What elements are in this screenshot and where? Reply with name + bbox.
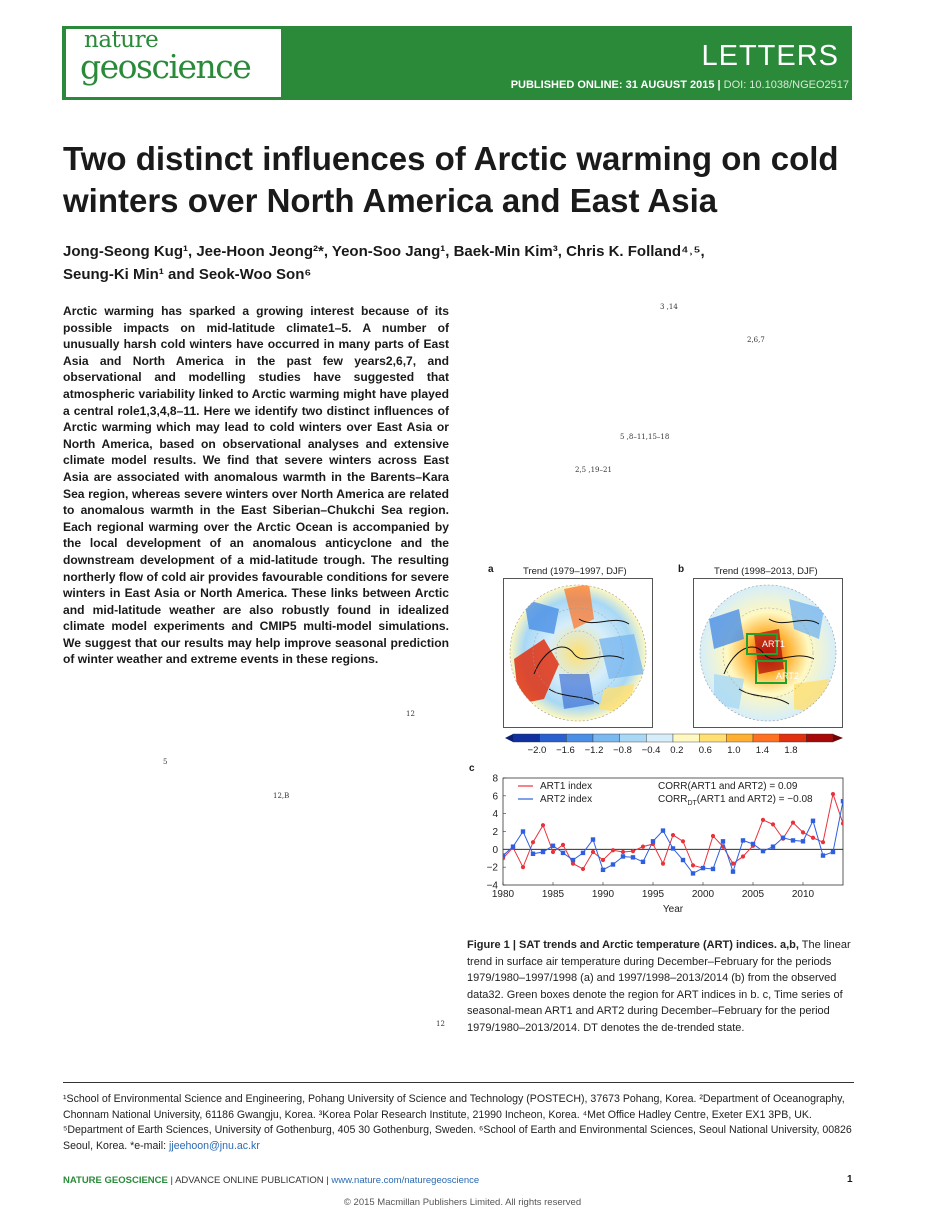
x-tick-label: 1995 xyxy=(641,889,665,900)
art2-point xyxy=(601,868,605,872)
citation-mark: 12,B xyxy=(273,792,290,800)
colorbar-segment xyxy=(673,734,700,742)
colorbar-segment xyxy=(753,734,780,742)
panel-a-title: Trend (1979–1997, DJF) xyxy=(523,566,627,577)
page-footer xyxy=(63,1175,479,1186)
art2-point xyxy=(631,855,635,859)
y-tick-label: 4 xyxy=(492,809,498,821)
colorbar-segment xyxy=(700,734,727,742)
footer-url-link[interactable]: www.nature.com/naturegeoscience xyxy=(331,1175,480,1186)
citation-mark: 12 xyxy=(406,710,415,718)
art1-point xyxy=(671,833,675,837)
colorbar-tick-label: −1.2 xyxy=(584,745,604,756)
abstract: Arctic warming has sparked a growing interest because of its possible impacts on mid-latitude climate1–5. A number of unusually harsh cold winters have occurred in many parts of East Asia and North America in the past few years2,6,7, and observational and modelling studies have suggested that atmospheric variability linked to Arctic warming might have played a central role1,3,4,8–11. Here we identify two distinct influences of Arctic warming which may lead to cold winters over East Asia or North America, based on observational analyses and extensive climate model results. We find that severe winters across East Asia are associated with anomalous warmth in the Barents–Kara Sea region, whereas severe winters over North America are related to anomalous warmth in the East Siberian–Chukchi Sea region. Each regional warming over the Arctic Ocean is accompanied by the local development of an anomalous anticyclone and the downstream development of a mid-latitude trough. The resulting northerly flow of cold air provides favourable conditions for severe winters in East Asia or North America. These links between Arctic and mid-latitude weather are also robustly found in idealized climate model experiments and CMIP5 multi-model simulations. We suggest that our results may help improve seasonal prediction of winter weather and extreme events in these regions. xyxy=(63,304,449,667)
y-tick-label: 2 xyxy=(492,827,498,838)
art2-point xyxy=(561,851,565,855)
art2-point xyxy=(681,858,685,862)
art2-point xyxy=(511,844,515,848)
legend-label: ART2 index xyxy=(540,794,593,805)
art2-point xyxy=(771,844,775,848)
page-number: 1 xyxy=(847,1174,853,1185)
art1-point xyxy=(811,836,815,840)
art2-point xyxy=(761,849,765,853)
art2-point xyxy=(751,842,755,846)
footnote-divider xyxy=(63,1082,854,1083)
art1-point xyxy=(551,850,555,854)
art2-point xyxy=(701,866,705,870)
art2-point xyxy=(611,862,615,866)
art2-point xyxy=(531,852,535,856)
art2-point xyxy=(821,853,825,857)
art1-point xyxy=(621,850,625,854)
art1-point xyxy=(711,834,715,838)
colorbar-tick-label: −0.8 xyxy=(613,745,632,756)
art1-point xyxy=(581,867,585,871)
art2-point xyxy=(641,860,645,864)
colorbar-tick-label: −1.6 xyxy=(556,745,575,756)
art1-point xyxy=(611,848,615,852)
art2-point xyxy=(621,854,625,858)
author-list xyxy=(63,240,843,286)
art2-point xyxy=(541,850,545,854)
correlation-text: CORR(ART1 and ART2) = 0.09 xyxy=(658,781,798,792)
art2-point xyxy=(711,867,715,871)
x-tick-label: 1990 xyxy=(591,889,615,900)
article-title: Two distinct influences of Arctic warming on cold winters over North America and East Asia xyxy=(63,140,839,219)
art-time-series-chart xyxy=(470,770,850,920)
colorbar-tick-label: 0.2 xyxy=(670,745,684,756)
art1-point xyxy=(821,840,825,844)
art1-point xyxy=(591,850,595,854)
art1-point xyxy=(661,862,665,866)
x-axis-label: Year xyxy=(662,904,684,915)
art1-point xyxy=(601,858,605,862)
copyright-notice: © 2015 Macmillan Publishers Limited. All rights reserved xyxy=(343,1197,582,1208)
art2-point xyxy=(651,839,655,843)
citation-mark: 2,5 ,19–21 xyxy=(575,466,612,474)
logo-geoscience-text: geoscience xyxy=(80,47,251,86)
art1-point xyxy=(631,849,635,853)
art2-point xyxy=(501,853,505,857)
panel-b-label: b xyxy=(678,564,685,575)
art1-point xyxy=(541,823,545,827)
colorbar xyxy=(505,733,845,745)
colorbar-tick-label: 1.0 xyxy=(727,745,741,756)
footer-middle: | ADVANCE ONLINE PUBLICATION | xyxy=(167,1175,332,1186)
citation-mark: 12 xyxy=(436,1020,445,1028)
colorbar-tick-label: −2.0 xyxy=(527,745,547,756)
polar-map-b xyxy=(694,579,842,727)
map-panel-a xyxy=(503,578,653,728)
art2-point xyxy=(551,844,555,848)
colorbar-segment xyxy=(566,734,593,742)
figure-caption xyxy=(467,937,859,1036)
art2-point xyxy=(521,829,525,833)
art1-point xyxy=(470,835,472,839)
colorbar-tick-label: 0.6 xyxy=(698,745,712,756)
y-tick-label: 0 xyxy=(492,844,498,856)
colorbar-arrow-left xyxy=(505,734,513,742)
citation-mark: 5 xyxy=(163,758,168,766)
x-tick-label: 2010 xyxy=(791,889,815,900)
caption-body: The linear trend in surface air temperature during December–February for the periods 1979/1980–1997/1998 (a) and 1997/1998–2013/2014 (b) from the observed data32. Green boxes denote the region for ART indices in b. c, Time series of seasonal-mean ART1 and ART2 during December–February for the period 1979/1980–2013/2014. DT denotes the de-trended state. xyxy=(467,939,851,1034)
x-tick-label: 1980 xyxy=(491,889,515,900)
colorbar-segment xyxy=(593,734,620,742)
art1-point xyxy=(771,822,775,826)
doi-link[interactable]: DOI: 10.1038/NGEO2517 xyxy=(723,79,849,91)
y-tick-label: −2 xyxy=(486,862,498,874)
colorbar-segment xyxy=(726,734,753,742)
art1-point xyxy=(521,865,525,869)
art2-point xyxy=(831,850,835,854)
affiliation-text: ¹School of Environmental Science and Engineering, Pohang University of Science and Technology (POSTECH), 37673 Pohang, Korea. ²Department of Oceanography, Chonnam National University, 61186 Gwangju, Korea. ³Korea Polar Research Institute, 21990 Incheon, Korea. ⁴Met Office Hadley Centre, Exeter EX1 3PB, UK. ⁵Department of Earth Sciences, University of Gothenburg, 405 30 Gothenburg, Sweden. ⁶School of Earth and Environmental Sciences, Seoul National University, 00826 Seoul, Korea. *e-mail: xyxy=(63,1093,852,1152)
art2-point xyxy=(811,819,815,823)
y-tick-label: −4 xyxy=(486,880,498,892)
legend-label: ART1 index xyxy=(540,781,593,792)
authors-line-2: Seung-Ki Min¹ and Seok-Woo Son⁶ xyxy=(63,266,312,283)
art1-point xyxy=(531,840,535,844)
colorbar-segment xyxy=(620,734,647,742)
colorbar-segment xyxy=(780,734,807,742)
panel-c-label: c xyxy=(469,763,475,774)
panel-b-title: Trend (1998–2013, DJF) xyxy=(714,566,818,577)
art1-point xyxy=(691,863,695,867)
y-tick-label: 8 xyxy=(492,773,498,785)
email-link[interactable]: jjeehoon@jnu.ac.kr xyxy=(169,1139,260,1152)
colorbar-segment xyxy=(540,734,567,742)
affiliations xyxy=(63,1092,863,1154)
x-tick-label: 1985 xyxy=(541,889,565,900)
panel-a-label: a xyxy=(488,564,494,575)
colorbar-segment xyxy=(646,734,673,742)
authors-line-1: Jong-Seong Kug¹, Jee-Hoon Jeong²*, Yeon-Soo Jang¹, Baek-Min Kim³, Chris K. Folland⁴˒⁵, xyxy=(63,243,705,260)
map-label-art1: ART1 xyxy=(762,639,785,649)
art2-point xyxy=(691,871,695,875)
footer-journal: NATURE GEOSCIENCE xyxy=(63,1175,168,1186)
polar-map-a xyxy=(504,579,652,727)
map-panel-b xyxy=(693,578,843,728)
art2-point xyxy=(781,836,785,840)
citation-mark: 2,6,7 xyxy=(747,336,765,344)
colorbar-tick-label: −0.4 xyxy=(641,745,661,756)
art1-point xyxy=(791,820,795,824)
art1-point xyxy=(641,845,645,849)
art1-point xyxy=(841,821,845,825)
art1-point xyxy=(681,839,685,843)
art2-point xyxy=(741,838,745,842)
art1-point xyxy=(561,843,565,847)
colorbar-tick-label: 1.8 xyxy=(784,745,798,756)
citation-mark: 5 ,8–11,15–18 xyxy=(620,433,670,441)
publication-info xyxy=(511,79,849,91)
art2-point xyxy=(731,869,735,873)
citation-mark: 3 ,14 xyxy=(660,303,678,311)
published-date: PUBLISHED ONLINE: 31 AUGUST 2015 | xyxy=(510,79,724,91)
art2-point xyxy=(721,839,725,843)
art2-series-line xyxy=(503,801,843,873)
section-label: LETTERS xyxy=(701,40,839,72)
x-tick-label: 2000 xyxy=(691,889,715,900)
x-tick-label: 2005 xyxy=(741,889,765,900)
colorbar-segment xyxy=(513,734,540,742)
art2-point xyxy=(571,858,575,862)
map-label-art2: ART2 xyxy=(776,671,799,681)
art2-point xyxy=(791,838,795,842)
colorbar-tick-label: 1.4 xyxy=(755,745,770,756)
art1-point xyxy=(741,854,745,858)
colorbar-segment xyxy=(806,734,833,742)
art2-point xyxy=(671,846,675,850)
art2-point xyxy=(801,839,805,843)
colorbar-arrow-right xyxy=(833,734,843,742)
art2-point xyxy=(591,837,595,841)
art1-point xyxy=(731,862,735,866)
art2-point xyxy=(841,799,845,803)
art2-point xyxy=(661,828,665,832)
art2-point xyxy=(581,851,585,855)
art1-point xyxy=(761,818,765,822)
art1-point xyxy=(801,830,805,834)
detrended-correlation-text: $CORR_{DT}(ART1$ and ART2) = −0.08 xyxy=(658,794,813,807)
logo-nature-text: nature xyxy=(84,27,159,53)
art1-series-line xyxy=(503,794,843,869)
caption-heading: Figure 1 | SAT trends and Arctic temperature (ART) indices. a,b, xyxy=(467,939,799,951)
y-tick-label: 6 xyxy=(492,791,498,803)
art1-point xyxy=(831,792,835,796)
